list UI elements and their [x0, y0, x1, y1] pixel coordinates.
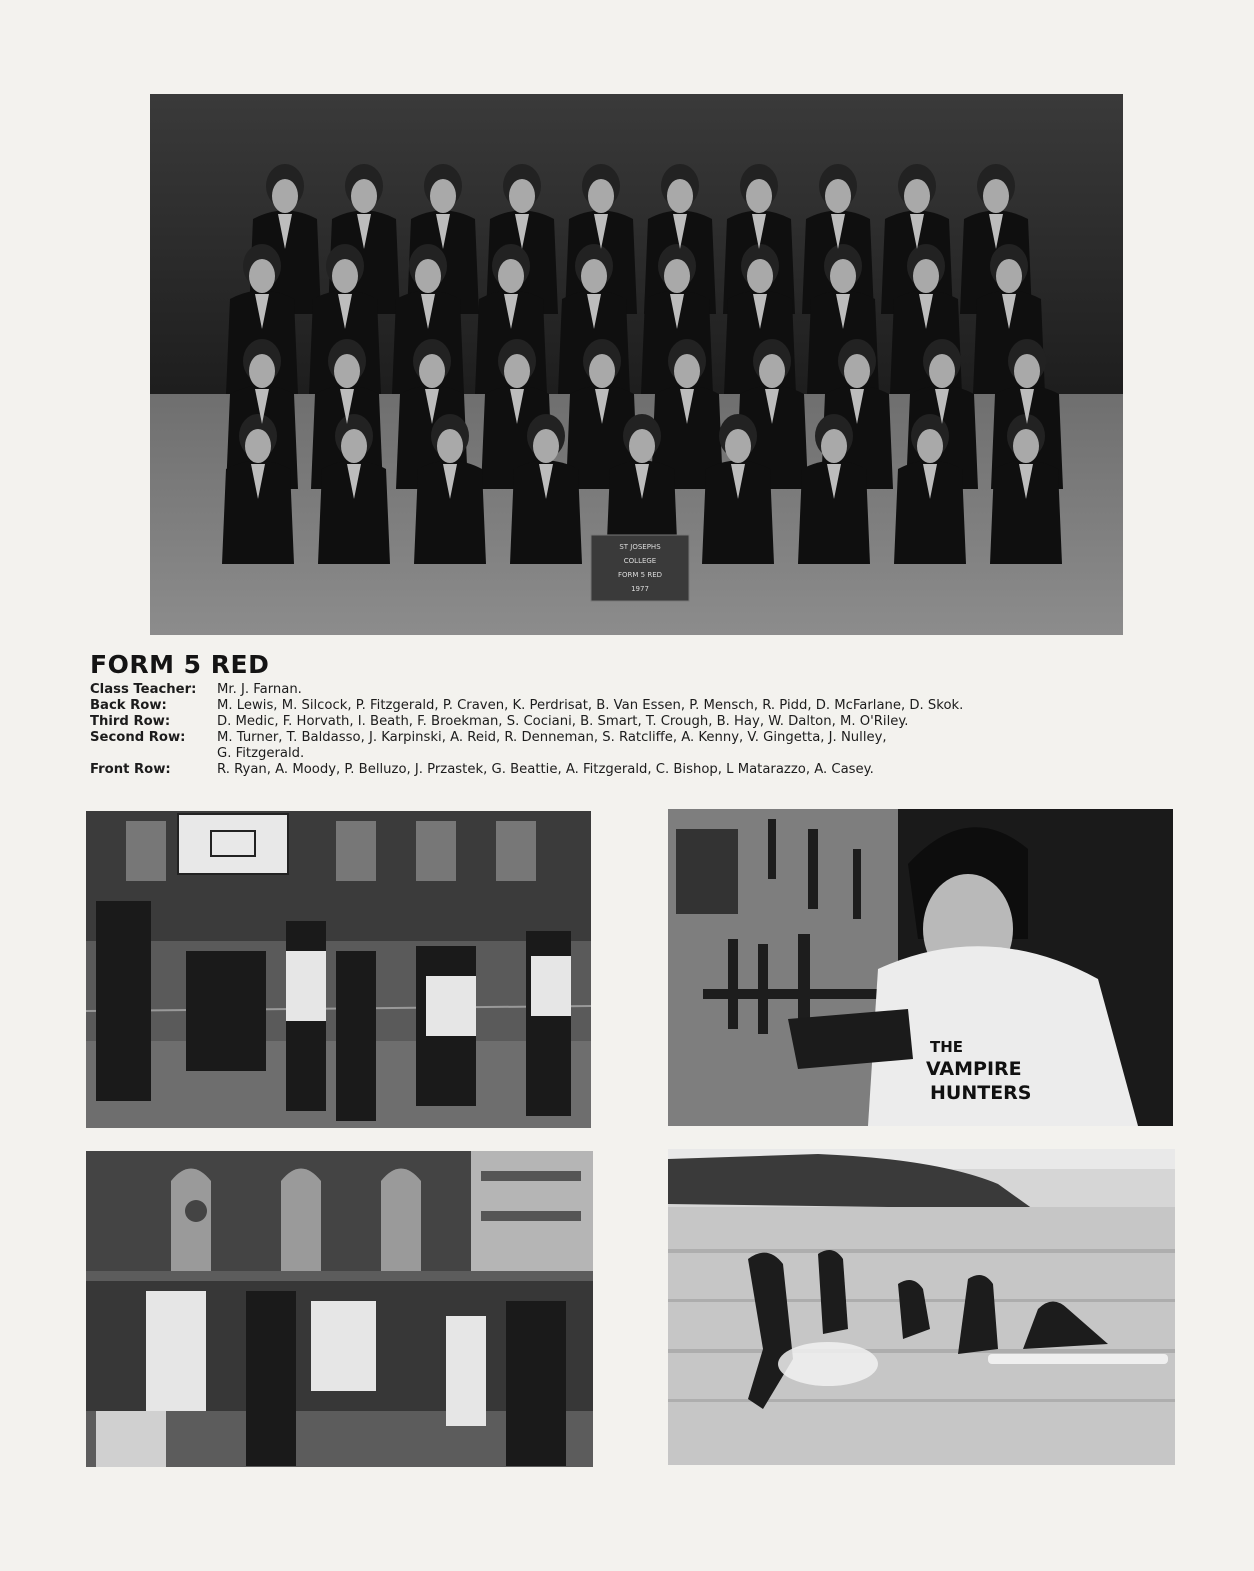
shirt-text-1: THE	[930, 1038, 964, 1056]
student-face	[904, 179, 930, 213]
caption-names-cont: G. Fitzgerald.	[217, 746, 305, 761]
student-face	[1013, 429, 1039, 463]
caption-label: Front Row:	[90, 762, 171, 777]
caption-names: Mr. J. Farnan.	[217, 682, 302, 697]
student-face	[589, 354, 615, 388]
student-face	[415, 259, 441, 293]
student-face	[747, 259, 773, 293]
student-face	[581, 259, 607, 293]
caption-row-back	[90, 698, 1200, 714]
caption-names: M. Lewis, M. Silcock, P. Fitzgerald, P. Craven, K. Perdrisat, B. Van Essen, P. Mensch, R. Pidd, D. McFarlane, D. Skok.	[217, 698, 964, 713]
caption-names: D. Medic, F. Horvath, I. Beath, F. Broekman, S. Cociani, B. Smart, T. Crough, B. Hay, W. Dalton, M. O'Riley.	[217, 714, 909, 729]
student-face	[249, 259, 275, 293]
student-face	[1014, 354, 1040, 388]
caption-names: M. Turner, T. Baldasso, J. Karpinski, A. Reid, R. Denneman, S. Ratcliffe, A. Kenny, V. Gingetta, J. Nulley,	[217, 730, 887, 745]
page-title: FORM 5 RED	[90, 650, 270, 679]
student-face	[249, 354, 275, 388]
caption-names: R. Ryan, A. Moody, P. Belluzo, J. Przastek, G. Beattie, A. Fitzgerald, C. Bishop, L Matarazzo, A. Casey.	[217, 762, 874, 777]
student-face	[245, 429, 271, 463]
student-face	[498, 259, 524, 293]
student-face	[844, 354, 870, 388]
student-face	[746, 179, 772, 213]
beach-photo	[668, 1149, 1175, 1465]
student-face	[419, 354, 445, 388]
student-face	[821, 429, 847, 463]
class-caption	[90, 682, 1200, 778]
student-face	[667, 179, 693, 213]
basketball-photo-1	[86, 811, 591, 1128]
caption-label: Third Row:	[90, 714, 171, 729]
student-face	[917, 429, 943, 463]
student-face	[983, 179, 1009, 213]
sign-line-4: 1977	[631, 585, 649, 593]
student-face	[588, 179, 614, 213]
student-face	[664, 259, 690, 293]
student-face	[430, 179, 456, 213]
student-face	[674, 354, 700, 388]
student-face	[437, 429, 463, 463]
student-face	[332, 259, 358, 293]
caption-row-third	[90, 714, 1200, 730]
sign-line-2: COLLEGE	[623, 557, 657, 565]
caption-row-second	[90, 730, 1200, 762]
student-face	[913, 259, 939, 293]
student-face	[351, 179, 377, 213]
caption-label: Back Row:	[90, 698, 167, 713]
student-face	[272, 179, 298, 213]
shirt-text-2: VAMPIRE	[926, 1058, 1022, 1080]
class-group-photo	[150, 94, 1123, 635]
student-face	[996, 259, 1022, 293]
basketball-photo-2	[86, 1151, 593, 1467]
student-face	[929, 354, 955, 388]
student-face	[830, 259, 856, 293]
workshop-photo	[668, 809, 1173, 1126]
student-face	[509, 179, 535, 213]
student-face	[341, 429, 367, 463]
student-face	[825, 179, 851, 213]
caption-label: Second Row:	[90, 730, 186, 745]
student-face	[725, 429, 751, 463]
student-face	[334, 354, 360, 388]
caption-row-front	[90, 762, 1200, 778]
student-face	[759, 354, 785, 388]
student-face	[533, 429, 559, 463]
caption-row-teacher	[90, 682, 1200, 698]
sign-line-3: FORM 5 RED	[617, 571, 663, 579]
shirt-text-3: HUNTERS	[930, 1082, 1032, 1104]
caption-label: Class Teacher:	[90, 682, 197, 697]
student-face	[629, 429, 655, 463]
student-face	[504, 354, 530, 388]
sign-line-1: ST JOSEPHS	[619, 543, 661, 551]
